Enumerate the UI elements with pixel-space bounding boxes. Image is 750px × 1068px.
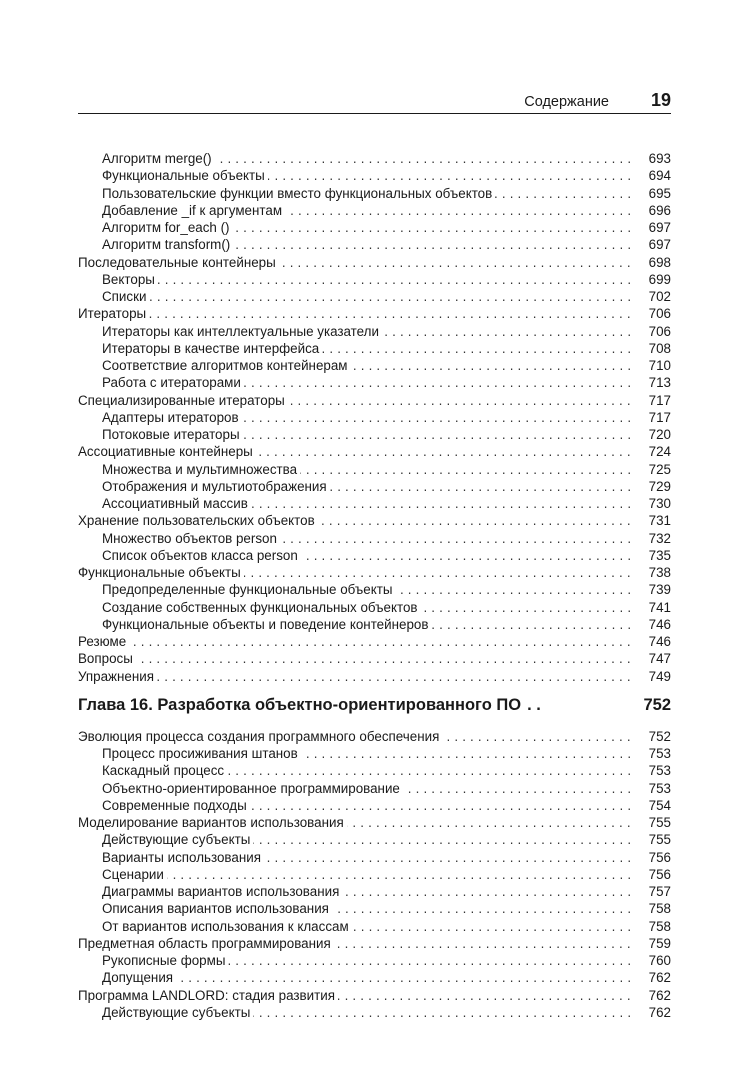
toc-entry[interactable] <box>78 357 671 374</box>
toc-entry-title: От вариантов использования к классам <box>102 919 352 934</box>
dot-leader <box>78 650 635 667</box>
toc-entry-page: 739 <box>645 581 671 598</box>
toc-entry[interactable] <box>78 866 671 883</box>
toc-entry-page: 731 <box>645 512 671 529</box>
toc-entry[interactable] <box>78 167 671 184</box>
toc-entry-title: Описания вариантов использования <box>102 901 332 916</box>
toc-entry-title: Итераторы как интеллектуальные указатели <box>102 324 382 339</box>
running-header <box>78 86 671 112</box>
toc-entry[interactable] <box>78 202 671 219</box>
toc-entry-title: Добавление _if к аргументам <box>102 203 285 218</box>
toc-entry-title: Множество объектов person <box>102 531 280 546</box>
toc-entry-title: Объектно-ориентированное программирование <box>102 781 403 796</box>
running-header-title: Содержание <box>524 94 609 110</box>
toc-entry[interactable] <box>78 900 671 917</box>
toc-entry-page: 710 <box>645 357 671 374</box>
toc-entry[interactable] <box>78 495 671 512</box>
toc-entry[interactable] <box>78 443 671 460</box>
toc-entry-title: Алгоритм for_each () <box>102 220 233 235</box>
toc-entry[interactable] <box>78 745 671 762</box>
toc-entry[interactable] <box>78 935 671 952</box>
toc-entry-page: 706 <box>645 305 671 322</box>
dot-leader <box>102 969 635 986</box>
toc-entry-title: Допущения <box>102 970 176 985</box>
toc-entry-page: 746 <box>645 633 671 650</box>
toc-entry-title: Функциональные объекты <box>78 565 244 580</box>
toc-entry[interactable] <box>78 952 671 969</box>
toc-entry[interactable] <box>78 254 671 271</box>
header-rule <box>78 113 671 114</box>
toc-entry-page: 697 <box>645 236 671 253</box>
toc-entry-title: Соответствие алгоритмов контейнерам <box>102 358 351 373</box>
toc-entry-page: 698 <box>645 254 671 271</box>
toc-entry-title: Векторы <box>102 272 158 287</box>
toc-entry[interactable] <box>78 426 671 443</box>
toc-entry-page: 746 <box>645 616 671 633</box>
toc-entry-page: 724 <box>645 443 671 460</box>
toc-entry-title: Специализированные итераторы <box>78 393 288 408</box>
toc-entry-title: Список объектов класса person <box>102 548 301 563</box>
toc-entry-title: Создание собственных функциональных объектов <box>102 600 421 615</box>
toc-entry-page: 756 <box>645 866 671 883</box>
toc-entry[interactable] <box>78 374 671 391</box>
toc-entry-title: Потоковые итераторы <box>102 427 243 442</box>
toc-entry-title: Каскадный процесс <box>102 763 227 778</box>
dot-leader <box>102 866 635 883</box>
toc-entry-title: Ассоциативный массив <box>102 496 251 511</box>
toc-entry-title: Списки <box>102 289 149 304</box>
toc-entry-title: Итераторы <box>78 306 149 321</box>
toc-entry-page: 694 <box>645 167 671 184</box>
toc-entry-page: 713 <box>645 374 671 391</box>
toc-entry-title: Действующие субъекты <box>102 1005 253 1020</box>
toc-entry[interactable] <box>78 969 671 986</box>
toc-entry-page: 762 <box>645 987 671 1004</box>
toc-entry-title: Алгоритм transform() <box>102 237 233 252</box>
toc-entry[interactable] <box>78 271 671 288</box>
toc-section-before <box>78 150 671 685</box>
toc-entry-page: 735 <box>645 547 671 564</box>
toc-entry-page: 758 <box>645 900 671 917</box>
toc-entry[interactable] <box>78 650 671 667</box>
toc-entry-title: Диаграммы вариантов использования <box>102 884 342 899</box>
toc-entry-page: 702 <box>645 288 671 305</box>
page-number: 19 <box>650 90 671 110</box>
toc-entry[interactable] <box>78 762 671 779</box>
toc-entry-title: Варианты использования <box>102 850 264 865</box>
toc-entry-page: 756 <box>645 849 671 866</box>
toc-entry-page: 720 <box>645 426 671 443</box>
toc-entry[interactable] <box>78 633 671 650</box>
toc-entry-title: Современные подходы <box>102 798 250 813</box>
toc-entry-title: Предметная область программирования <box>78 936 334 951</box>
toc-entry[interactable] <box>78 530 671 547</box>
chapter-dots: . . <box>527 695 541 714</box>
toc-entry-title: Алгоритм merge() <box>102 151 215 166</box>
toc-entry-title: Отображения и мультиотображения <box>102 479 330 494</box>
toc-entry-page: 696 <box>645 202 671 219</box>
toc-entry-page: 752 <box>645 728 671 745</box>
toc-entry[interactable] <box>78 814 671 831</box>
toc-entry-title: Программа LANDLORD: стадия развития <box>78 988 338 1003</box>
toc-entry[interactable] <box>78 323 671 340</box>
toc-entry-page: 699 <box>645 271 671 288</box>
toc-entry-title: Резюме <box>78 634 129 649</box>
toc-entry-page: 753 <box>645 762 671 779</box>
toc-entry-title: Множества и мультимножества <box>102 462 300 477</box>
toc-entry[interactable] <box>78 288 671 305</box>
dot-leader <box>102 271 635 288</box>
toc-entry-page: 754 <box>645 797 671 814</box>
toc-section-after <box>78 728 671 1021</box>
toc-entry[interactable] <box>78 797 671 814</box>
toc-entry-page: 695 <box>645 185 671 202</box>
toc-entry-title: Итераторы в качестве интерфейса <box>102 341 322 356</box>
toc-entry-title: Упражнения <box>78 669 157 684</box>
toc-entry-page: 753 <box>645 745 671 762</box>
toc-entry-title: Адаптеры итераторов <box>102 410 242 425</box>
toc-entry-page: 741 <box>645 599 671 616</box>
toc-entry-page: 738 <box>645 564 671 581</box>
toc-entry-title: Эволюция процесса создания программного обеспечения <box>78 729 442 744</box>
dot-leader <box>78 668 635 685</box>
toc-entry-title: Функциональные объекты <box>102 168 268 183</box>
toc-entry-page: 762 <box>645 1004 671 1021</box>
dot-leader <box>78 305 635 322</box>
table-of-contents <box>78 150 671 1021</box>
toc-entry-page: 717 <box>645 409 671 426</box>
toc-entry-page: 760 <box>645 952 671 969</box>
toc-entry-title: Действующие субъекты <box>102 832 253 847</box>
toc-entry-page: 749 <box>645 668 671 685</box>
toc-entry[interactable] <box>78 668 671 685</box>
toc-entry-page: 697 <box>645 219 671 236</box>
toc-entry[interactable] <box>78 581 671 598</box>
toc-entry-page: 732 <box>645 530 671 547</box>
toc-entry-page: 755 <box>645 831 671 848</box>
toc-entry-page: 757 <box>645 883 671 900</box>
toc-entry-title: Предопределенные функциональные объекты <box>102 582 395 597</box>
toc-entry[interactable] <box>78 599 671 616</box>
toc-entry[interactable] <box>78 512 671 529</box>
toc-entry[interactable] <box>78 918 671 935</box>
toc-entry[interactable] <box>78 547 671 564</box>
toc-entry-page: 753 <box>645 780 671 797</box>
toc-entry-title: Хранение пользовательских объектов <box>78 513 318 528</box>
toc-entry[interactable] <box>78 728 671 745</box>
toc-entry-title: Работа с итераторами <box>102 375 244 390</box>
toc-entry-page: 747 <box>645 650 671 667</box>
dot-leader <box>78 633 635 650</box>
toc-entry-page: 708 <box>645 340 671 357</box>
toc-entry[interactable] <box>78 185 671 202</box>
chapter-title: Глава 16. Разработка объектно-ориентированного ПО <box>78 695 522 714</box>
toc-entry-page: 693 <box>645 150 671 167</box>
toc-entry-title: Моделирование вариантов использования <box>78 815 347 830</box>
toc-entry[interactable] <box>78 849 671 866</box>
toc-entry[interactable] <box>78 883 671 900</box>
toc-entry-page: 730 <box>645 495 671 512</box>
toc-entry[interactable] <box>78 219 671 236</box>
toc-entry[interactable] <box>78 392 671 409</box>
toc-entry[interactable] <box>78 616 671 633</box>
dot-leader <box>102 288 635 305</box>
toc-entry-page: 758 <box>645 918 671 935</box>
toc-entry[interactable] <box>78 305 671 322</box>
toc-entry[interactable] <box>78 1004 671 1021</box>
toc-entry[interactable] <box>78 478 671 495</box>
toc-entry-title: Вопросы <box>78 651 136 666</box>
toc-entry-page: 717 <box>645 392 671 409</box>
toc-entry-page: 725 <box>645 461 671 478</box>
toc-entry-title: Последовательные контейнеры <box>78 255 279 270</box>
toc-entry[interactable] <box>78 236 671 253</box>
toc-entry[interactable] <box>78 409 671 426</box>
toc-entry[interactable] <box>78 461 671 478</box>
toc-entry-title: Ассоциативные контейнеры <box>78 444 256 459</box>
toc-entry-page: 729 <box>645 478 671 495</box>
toc-entry[interactable] <box>78 831 671 848</box>
toc-entry-title: Рукописные формы <box>102 953 228 968</box>
toc-entry-title: Пользовательские функции вместо функциональных объектов <box>102 186 495 201</box>
toc-entry[interactable] <box>78 780 671 797</box>
toc-entry[interactable] <box>78 987 671 1004</box>
toc-entry-title: Функциональные объекты и поведение контейнеров <box>102 617 431 632</box>
toc-entry-page: 762 <box>645 969 671 986</box>
chapter-heading[interactable] <box>78 692 671 718</box>
toc-entry[interactable] <box>78 340 671 357</box>
chapter-page: 752 <box>643 695 671 714</box>
toc-entry[interactable] <box>78 564 671 581</box>
toc-entry-page: 755 <box>645 814 671 831</box>
toc-entry-title: Сценарии <box>102 867 167 882</box>
toc-entry-page: 706 <box>645 323 671 340</box>
toc-entry-page: 759 <box>645 935 671 952</box>
toc-entry-title: Процесс просиживания штанов <box>102 746 301 761</box>
toc-entry[interactable] <box>78 150 671 167</box>
